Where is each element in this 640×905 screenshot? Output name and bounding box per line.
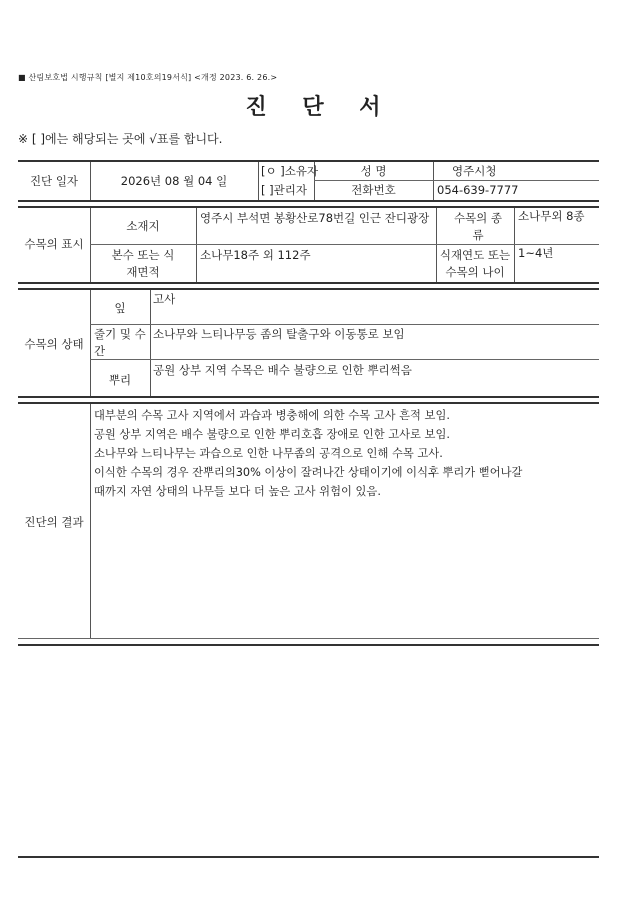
phone-value: 054-639-7777 <box>437 183 519 197</box>
species-label: 수목의 종류 <box>453 211 503 242</box>
leaf-label: 잎 <box>114 301 126 315</box>
name-label: 성 명 <box>360 164 387 178</box>
name-value: 영주시청 <box>452 164 497 178</box>
stem-label: 줄기 및 수간 <box>94 327 146 358</box>
document-title: 진 단 서 <box>245 95 395 120</box>
result-label: 진단의 결과 <box>24 515 84 529</box>
divider <box>18 282 599 284</box>
form-reference: ■ 산림보호법 시행규칙 [별지 제10호의19서식] <개정 2023. 6. 26.> <box>18 73 278 82</box>
age-label: 식재연도 또는 수목의 나이 <box>439 248 511 279</box>
result-line: 공원 상부 지역은 배수 불량으로 인한 뿌리호흡 장애로 인한 고사로 보임. <box>94 428 450 441</box>
result-text <box>94 406 604 501</box>
species-value: 소나무외 8종 <box>518 209 585 223</box>
divider <box>18 644 599 646</box>
divider <box>18 402 599 404</box>
count-value: 소나무18주 외 112주 <box>200 248 311 262</box>
location-value: 영주시 부석면 봉황산로78번길 인근 잔디광장 <box>200 211 430 225</box>
date-label: 진단 일자 <box>29 174 79 188</box>
root-value: 공원 상부 지역 수목은 배수 불량으로 인한 뿌리썩음 <box>153 363 412 377</box>
footer-divider <box>18 856 599 858</box>
result-line: 대부분의 수목 고사 지역에서 과습과 병충해에 의한 수목 고사 흔적 보임. <box>94 409 450 422</box>
divider <box>18 206 599 208</box>
result-line: 이식한 수목의 경우 잔뿌리의30% 이상이 잘려나간 상태이기에 이식후 뿌리가 뻗어나갈 <box>94 466 523 479</box>
divider <box>18 160 599 162</box>
owner-checkbox[interactable]: [ㅇ ]소유자 <box>261 164 319 178</box>
divider <box>18 200 599 202</box>
result-line: 때까지 자연 상태의 나무들 보다 더 높은 고사 위험이 있음. <box>94 485 381 498</box>
tree-info-label: 수목의 표시 <box>24 237 84 251</box>
date-value: 2026년 08 월 04 일 <box>120 174 228 188</box>
location-label: 소재지 <box>126 219 160 233</box>
age-value: 1~4년 <box>518 246 554 260</box>
divider <box>18 396 599 398</box>
root-label: 뿌리 <box>108 373 132 387</box>
manager-checkbox[interactable]: [ ]관리자 <box>261 183 307 197</box>
count-label: 본수 또는 식재면적 <box>111 248 175 279</box>
stem-value: 소나무와 느티나무등 좀의 탈출구와 이동통로 보임 <box>153 327 405 341</box>
phone-label: 전화번호 <box>351 183 396 197</box>
result-line: 소나무와 느티나무는 과습으로 인한 나무좀의 공격으로 인해 수목 고사. <box>94 447 443 460</box>
divider <box>18 288 599 290</box>
tree-state-label: 수목의 상태 <box>24 337 84 351</box>
check-instruction: ※ [ ]에는 해당되는 곳에 √표를 합니다. <box>18 132 223 146</box>
leaf-value: 고사 <box>153 292 176 306</box>
